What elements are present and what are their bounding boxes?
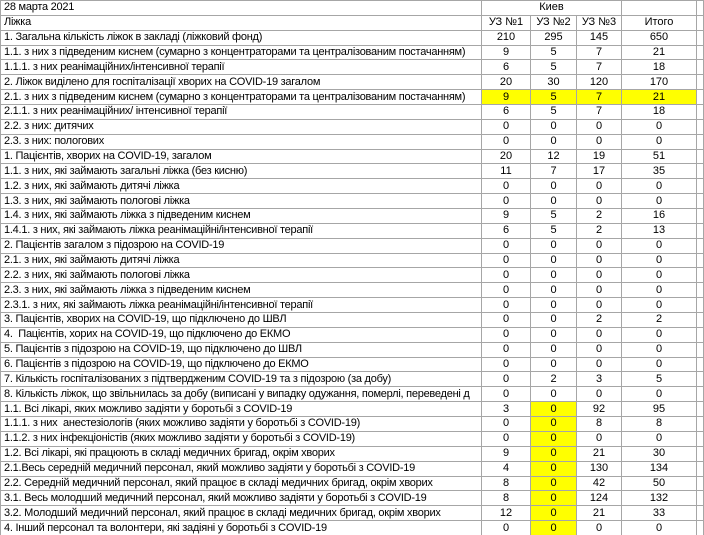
cell-uz2[interactable]: 0	[531, 268, 577, 283]
empty-cell	[697, 119, 704, 134]
cell-total[interactable]: 8	[622, 417, 697, 432]
cell-total[interactable]: 0	[622, 134, 697, 149]
table-row	[1, 60, 704, 75]
table-row	[1, 417, 704, 432]
cell-total[interactable]: 2	[622, 313, 697, 328]
row-label[interactable]: 1.3. з них, які займають пологові ліжка	[1, 194, 482, 209]
cell-uz3[interactable]: 0	[577, 298, 622, 313]
cell-uz3[interactable]: 2	[577, 209, 622, 224]
table-row	[1, 105, 704, 120]
cell-uz1[interactable]: 0	[482, 134, 531, 149]
empty-cell	[697, 1, 704, 16]
cell-uz2[interactable]: 0	[531, 298, 577, 313]
cell-uz3[interactable]: 21	[577, 506, 622, 521]
row-label[interactable]: 8. Кількість ліжок, що звільнилась за добу (виписані у випадку одужання, померлі, переведені д	[1, 387, 482, 402]
table-row	[1, 446, 704, 461]
table-row	[1, 179, 704, 194]
cell-uz2[interactable]: 5	[531, 45, 577, 60]
cell-total[interactable]: 0	[622, 179, 697, 194]
cell-total[interactable]: 21	[622, 45, 697, 60]
table-row	[1, 253, 704, 268]
row-label[interactable]: 5. Пацієнтів з підозрою на COVID-19, що підключено до ШВЛ	[1, 342, 482, 357]
table-row	[1, 268, 704, 283]
row-label[interactable]: 4. Пацієнтів, хорих на COVID-19, що підключено до ЕКМО	[1, 327, 482, 342]
cell-total[interactable]: 0	[622, 431, 697, 446]
table-row	[1, 506, 704, 521]
row-label[interactable]: 1. Загальна кількість ліжок в закладі (ліжковий фонд)	[1, 30, 482, 45]
cell-total[interactable]: 170	[622, 75, 697, 90]
cell-uz3[interactable]: 42	[577, 476, 622, 491]
cell-uz2[interactable]: 0	[531, 313, 577, 328]
table-row	[1, 327, 704, 342]
cell-total[interactable]: 33	[622, 506, 697, 521]
cell-uz3[interactable]: 0	[577, 521, 622, 535]
empty-cell	[697, 342, 704, 357]
cell-uz2[interactable]: 0	[531, 461, 577, 476]
cell-total[interactable]: 16	[622, 209, 697, 224]
empty-cell	[697, 402, 704, 417]
cell-uz3[interactable]: 7	[577, 45, 622, 60]
row-label[interactable]: 1.4.1. з них, які займають ліжка реанімаційні/інтенсивної терапії	[1, 223, 482, 238]
cell-uz2[interactable]: 0	[531, 342, 577, 357]
cell-uz3[interactable]: 0	[577, 357, 622, 372]
table-row	[1, 298, 704, 313]
cell-uz1[interactable]: 0	[482, 119, 531, 134]
empty-cell	[697, 313, 704, 328]
table-row	[1, 238, 704, 253]
cell-uz3[interactable]: 124	[577, 491, 622, 506]
cell-uz1[interactable]: 20	[482, 75, 531, 90]
column-header-total[interactable]: Итого	[622, 15, 697, 30]
first-column-header[interactable]: Ліжка	[1, 15, 482, 30]
cell-total[interactable]: 0	[622, 283, 697, 298]
cell-uz2[interactable]: 0	[531, 283, 577, 298]
row-label[interactable]: 2.2. Середній медичний персонал, який працює в складі медичних бригад, окрім хворих	[1, 476, 482, 491]
cell-uz1[interactable]: 20	[482, 149, 531, 164]
cell-uz1[interactable]: 6	[482, 105, 531, 120]
cell-uz2[interactable]: 295	[531, 30, 577, 45]
empty-cell	[697, 387, 704, 402]
cell-total[interactable]: 0	[622, 298, 697, 313]
cell-total[interactable]: 21	[622, 90, 697, 105]
empty-cell	[697, 90, 704, 105]
cell-uz1[interactable]: 0	[482, 283, 531, 298]
cell-uz1[interactable]: 0	[482, 372, 531, 387]
cell-uz2[interactable]: 0	[531, 476, 577, 491]
cell-uz1[interactable]: 0	[482, 194, 531, 209]
row-label[interactable]: 3.2. Молодший медичний персонал, який працює в складі медичних бригад, окрім хворих	[1, 506, 482, 521]
cell-uz3[interactable]: 2	[577, 313, 622, 328]
cell-uz3[interactable]: 0	[577, 253, 622, 268]
cell-uz2[interactable]: 0	[531, 402, 577, 417]
cell-uz2[interactable]: 0	[531, 521, 577, 535]
cell-total[interactable]: 0	[622, 387, 697, 402]
cell-uz2[interactable]: 12	[531, 149, 577, 164]
cell-uz2[interactable]: 0	[531, 119, 577, 134]
empty-cell	[697, 134, 704, 149]
row-label[interactable]: 2.1. з них з підведеним киснем (сумарно з концентраторами та централізованим постачанням)	[1, 90, 482, 105]
cell-uz3[interactable]: 19	[577, 149, 622, 164]
cell-total[interactable]: 0	[622, 268, 697, 283]
cell-total[interactable]: 0	[622, 194, 697, 209]
cell-uz3[interactable]: 0	[577, 179, 622, 194]
row-label[interactable]: 1.1. з них, які займають загальні ліжка (без кисню)	[1, 164, 482, 179]
cell-uz2[interactable]: 0	[531, 387, 577, 402]
empty-cell	[697, 179, 704, 194]
cell-uz1[interactable]: 6	[482, 60, 531, 75]
cell-uz3[interactable]: 120	[577, 75, 622, 90]
cell-uz1[interactable]: 9	[482, 45, 531, 60]
cell-uz2[interactable]: 30	[531, 75, 577, 90]
row-label[interactable]: 1.1. Всі лікарі, яких можливо задіяти у боротьбі з COVID-19	[1, 402, 482, 417]
table-body	[1, 30, 704, 535]
empty-cell	[697, 372, 704, 387]
cell-total[interactable]: 50	[622, 476, 697, 491]
row-label[interactable]: 1.1.2. з них інфекціоністів (яких можливо задіяти у боротьбі з COVID-19)	[1, 431, 482, 446]
row-label[interactable]: 2.2. з них, які займають пологові ліжка	[1, 268, 482, 283]
cell-uz1[interactable]: 0	[482, 298, 531, 313]
table-row	[1, 149, 704, 164]
cell-uz3[interactable]: 130	[577, 461, 622, 476]
cell-uz1[interactable]: 8	[482, 476, 531, 491]
table-row	[1, 119, 704, 134]
cell-uz3[interactable]: 7	[577, 60, 622, 75]
empty-cell	[697, 298, 704, 313]
column-header-row	[1, 15, 704, 30]
column-header-uz2[interactable]: УЗ №2	[531, 15, 577, 30]
row-label[interactable]: 2.1.Весь середній медичний персонал, який можливо задіяти у боротьбі з COVID-19	[1, 461, 482, 476]
cell-total[interactable]: 0	[622, 119, 697, 134]
cell-uz3[interactable]: 7	[577, 90, 622, 105]
cell-total[interactable]: 0	[622, 327, 697, 342]
row-label[interactable]: 2.2. з них: дитячих	[1, 119, 482, 134]
empty-cell	[697, 238, 704, 253]
table-row	[1, 194, 704, 209]
cell-uz1[interactable]: 8	[482, 491, 531, 506]
cell-uz1[interactable]: 0	[482, 253, 531, 268]
empty-cell	[697, 194, 704, 209]
cell-total[interactable]: 30	[622, 446, 697, 461]
cell-uz2[interactable]: 0	[531, 253, 577, 268]
table-row	[1, 402, 704, 417]
empty-cell	[697, 105, 704, 120]
row-label[interactable]: 6. Пацієнтів з підозрою на COVID-19, що підключено до ЕКМО	[1, 357, 482, 372]
table-row	[1, 283, 704, 298]
table-row	[1, 342, 704, 357]
cell-uz1[interactable]: 9	[482, 90, 531, 105]
empty-cell	[697, 75, 704, 90]
cell-uz2[interactable]: 0	[531, 431, 577, 446]
row-label[interactable]: 2.3. з них: пологових	[1, 134, 482, 149]
table-row	[1, 30, 704, 45]
cell-uz3[interactable]: 145	[577, 30, 622, 45]
table-row	[1, 357, 704, 372]
table-row	[1, 476, 704, 491]
cell-uz1[interactable]: 3	[482, 402, 531, 417]
cell-uz1[interactable]: 9	[482, 446, 531, 461]
empty-cell	[697, 357, 704, 372]
cell-total[interactable]: 134	[622, 461, 697, 476]
empty-cell	[697, 327, 704, 342]
cell-uz3[interactable]: 0	[577, 268, 622, 283]
empty-cell	[697, 268, 704, 283]
table-row	[1, 134, 704, 149]
cell-uz3[interactable]: 0	[577, 194, 622, 209]
row-label[interactable]: 7. Кількість госпіталізованих з підтвердженим COVID-19 та з підозрою (за добу)	[1, 372, 482, 387]
table-row	[1, 491, 704, 506]
cell-uz3[interactable]: 0	[577, 134, 622, 149]
cell-uz3[interactable]: 8	[577, 417, 622, 432]
table-row	[1, 45, 704, 60]
cell-uz1[interactable]: 6	[482, 223, 531, 238]
cell-total[interactable]: 35	[622, 164, 697, 179]
row-label[interactable]: 1.2. з них, які займають дитячі ліжка	[1, 179, 482, 194]
row-label[interactable]: 3.1. Весь молодший медичний персонал, який можливо задіяти у боротьбі з COVID-19	[1, 491, 482, 506]
cell-uz3[interactable]: 7	[577, 105, 622, 120]
cell-total[interactable]: 5	[622, 372, 697, 387]
empty-cell	[697, 223, 704, 238]
cell-uz3[interactable]: 2	[577, 223, 622, 238]
cell-total[interactable]: 18	[622, 105, 697, 120]
table-row	[1, 209, 704, 224]
empty-cell	[697, 283, 704, 298]
row-label[interactable]: 2.3. з них, які займають ліжка з підведеним киснем	[1, 283, 482, 298]
cell-uz1[interactable]: 4	[482, 461, 531, 476]
city-title[interactable]: Киев	[482, 1, 622, 16]
cell-uz1[interactable]: 0	[482, 327, 531, 342]
cell-total[interactable]: 95	[622, 402, 697, 417]
row-label[interactable]: 4. Інший персонал та волонтери, які задіяні у боротьбі з COVID-19	[1, 521, 482, 535]
cell-uz1[interactable]: 0	[482, 431, 531, 446]
empty-cell	[622, 1, 697, 16]
empty-cell	[697, 45, 704, 60]
table-row	[1, 313, 704, 328]
empty-cell	[697, 15, 704, 30]
cell-uz1[interactable]: 0	[482, 417, 531, 432]
cell-uz3[interactable]: 0	[577, 387, 622, 402]
cell-total[interactable]: 0	[622, 253, 697, 268]
cell-total[interactable]: 0	[622, 238, 697, 253]
row-label[interactable]: 1.4. з них, які займають ліжка з підведеним киснем	[1, 209, 482, 224]
empty-cell	[697, 209, 704, 224]
table-row	[1, 461, 704, 476]
cell-uz3[interactable]: 21	[577, 446, 622, 461]
cell-uz2[interactable]: 5	[531, 223, 577, 238]
table-row	[1, 521, 704, 535]
cell-uz3[interactable]: 0	[577, 119, 622, 134]
cell-uz2[interactable]: 0	[531, 491, 577, 506]
empty-cell	[697, 521, 704, 535]
cell-uz1[interactable]: 0	[482, 238, 531, 253]
column-header-uz1[interactable]: УЗ №1	[482, 15, 531, 30]
table-row	[1, 164, 704, 179]
cell-uz2[interactable]: 0	[531, 446, 577, 461]
cell-total[interactable]: 0	[622, 357, 697, 372]
table-row	[1, 223, 704, 238]
row-label[interactable]: 2.1.1. з них реанімаційних/ інтенсивної терапії	[1, 105, 482, 120]
cell-uz2[interactable]: 5	[531, 90, 577, 105]
report-date[interactable]: 28 марта 2021	[1, 1, 482, 16]
cell-uz1[interactable]: 12	[482, 506, 531, 521]
row-label[interactable]: 1.1.1. з них анестезіологів (яких можливо задіяти у боротьбі з COVID-19)	[1, 417, 482, 432]
cell-uz1[interactable]: 0	[482, 357, 531, 372]
cell-uz1[interactable]: 0	[482, 313, 531, 328]
cell-total[interactable]: 650	[622, 30, 697, 45]
empty-cell	[697, 461, 704, 476]
cell-uz2[interactable]: 5	[531, 209, 577, 224]
cell-total[interactable]: 132	[622, 491, 697, 506]
city-header-row	[1, 1, 704, 16]
cell-uz3[interactable]: 3	[577, 372, 622, 387]
cell-uz3[interactable]: 92	[577, 402, 622, 417]
cell-uz2[interactable]: 0	[531, 134, 577, 149]
row-label[interactable]: 2. Ліжок виділено для госпіталізації хворих на COVID-19 загалом	[1, 75, 482, 90]
cell-uz2[interactable]: 7	[531, 164, 577, 179]
empty-cell	[697, 446, 704, 461]
cell-uz3[interactable]: 0	[577, 238, 622, 253]
empty-cell	[697, 30, 704, 45]
cell-uz1[interactable]: 0	[482, 268, 531, 283]
row-label[interactable]: 2. Пацієнтів загалом з підозрою на COVID-19	[1, 238, 482, 253]
empty-cell	[697, 506, 704, 521]
cell-uz3[interactable]: 0	[577, 342, 622, 357]
empty-cell	[697, 476, 704, 491]
cell-uz2[interactable]: 0	[531, 327, 577, 342]
empty-cell	[697, 164, 704, 179]
empty-cell	[697, 417, 704, 432]
row-label[interactable]: 3. Пацієнтів, хворих на COVID-19, що підключено до ШВЛ	[1, 313, 482, 328]
cell-uz2[interactable]: 0	[531, 357, 577, 372]
cell-uz1[interactable]: 9	[482, 209, 531, 224]
row-label[interactable]: 2.3.1. з них, які займають ліжка реанімаційні/інтенсивної терапії	[1, 298, 482, 313]
cell-uz3[interactable]: 0	[577, 327, 622, 342]
cell-uz1[interactable]: 0	[482, 387, 531, 402]
cell-uz1[interactable]: 0	[482, 342, 531, 357]
cell-uz2[interactable]: 0	[531, 238, 577, 253]
cell-total[interactable]: 18	[622, 60, 697, 75]
cell-uz2[interactable]: 2	[531, 372, 577, 387]
empty-cell	[697, 60, 704, 75]
cell-uz1[interactable]: 210	[482, 30, 531, 45]
row-label[interactable]: 1.2. Всі лікарі, які працюють в складі медичних бригад, окрім хворих	[1, 446, 482, 461]
table-row	[1, 431, 704, 446]
table-row	[1, 387, 704, 402]
row-label[interactable]: 1.1. з них з підведеним киснем (сумарно з концентраторами та централізованим постачанням)	[1, 45, 482, 60]
cell-uz2[interactable]: 0	[531, 417, 577, 432]
cell-uz2[interactable]: 0	[531, 179, 577, 194]
column-header-uz3[interactable]: УЗ №3	[577, 15, 622, 30]
cell-uz2[interactable]: 0	[531, 194, 577, 209]
cell-uz2[interactable]: 0	[531, 506, 577, 521]
table-row	[1, 372, 704, 387]
cell-uz3[interactable]: 0	[577, 431, 622, 446]
row-label[interactable]: 2.1. з них, які займають дитячі ліжка	[1, 253, 482, 268]
row-label[interactable]: 1. Пацієнтів, хворих на COVID-19, загалом	[1, 149, 482, 164]
table-row	[1, 90, 704, 105]
cell-total[interactable]: 51	[622, 149, 697, 164]
cell-uz3[interactable]: 0	[577, 283, 622, 298]
empty-cell	[697, 149, 704, 164]
cell-total[interactable]: 0	[622, 521, 697, 535]
cell-uz1[interactable]: 0	[482, 521, 531, 535]
cell-uz1[interactable]: 11	[482, 164, 531, 179]
cell-uz2[interactable]: 5	[531, 60, 577, 75]
cell-uz3[interactable]: 17	[577, 164, 622, 179]
empty-cell	[697, 431, 704, 446]
cell-total[interactable]: 0	[622, 342, 697, 357]
table-row	[1, 75, 704, 90]
empty-cell	[697, 491, 704, 506]
cell-uz2[interactable]: 5	[531, 105, 577, 120]
empty-cell	[697, 253, 704, 268]
cell-uz1[interactable]: 0	[482, 179, 531, 194]
row-label[interactable]: 1.1.1. з них реанімаційних/інтенсивної терапії	[1, 60, 482, 75]
cell-total[interactable]: 13	[622, 223, 697, 238]
